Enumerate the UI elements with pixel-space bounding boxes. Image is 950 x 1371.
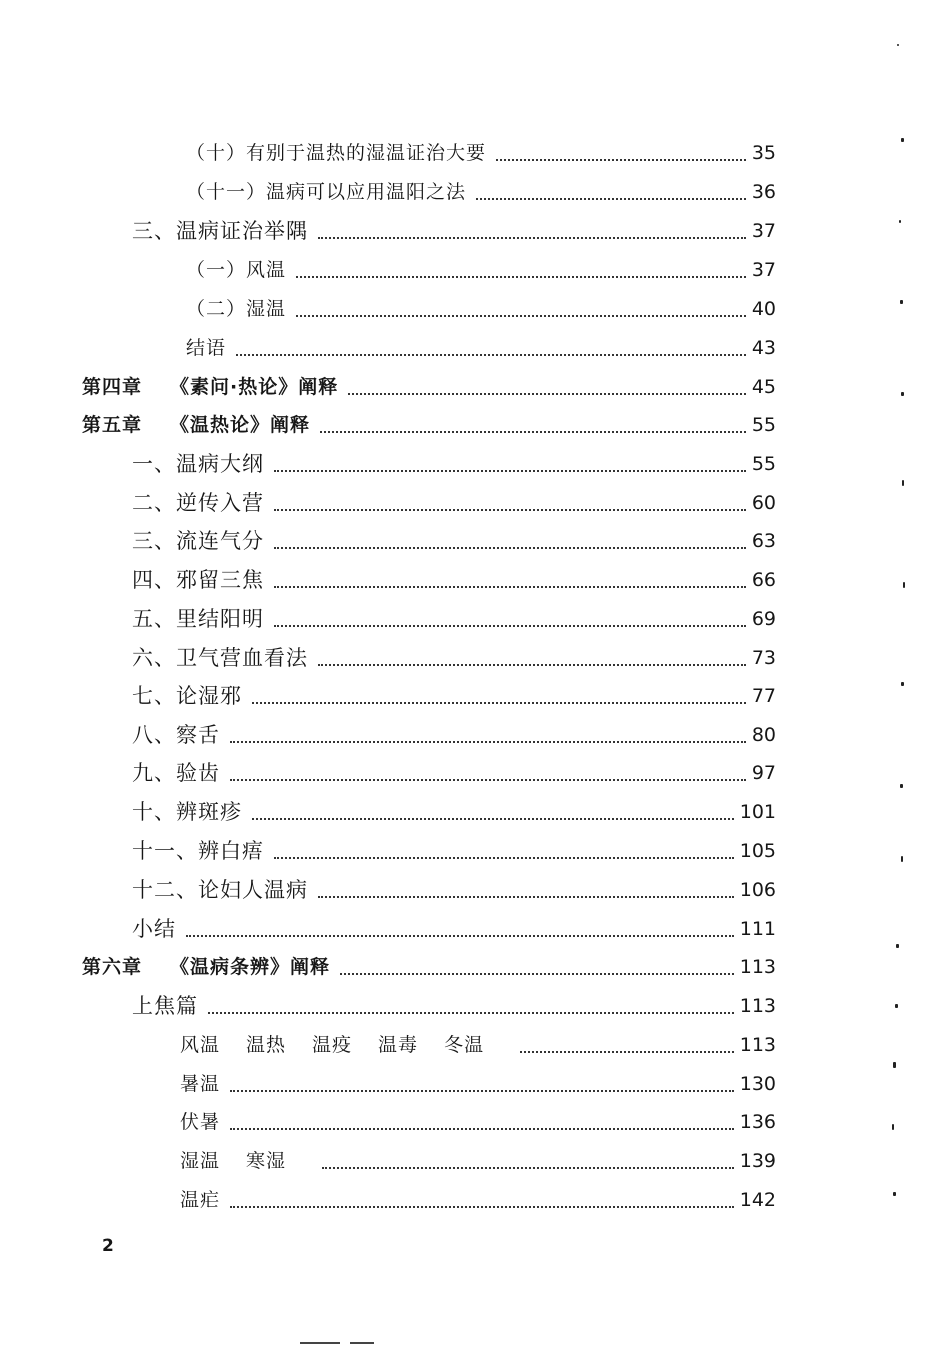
scan-artifact bbox=[901, 138, 904, 142]
scan-artifact bbox=[896, 944, 899, 948]
toc-entry-page: 105 bbox=[739, 840, 776, 862]
toc-entry bbox=[0, 1030, 776, 1060]
toc-entry-title: 伏暑 bbox=[180, 1111, 221, 1133]
scan-artifact bbox=[903, 582, 905, 588]
dot-leader bbox=[274, 545, 746, 549]
toc-entry-page: 43 bbox=[751, 337, 776, 359]
dot-leader bbox=[274, 584, 746, 588]
toc-entry-page: 45 bbox=[751, 376, 776, 398]
dot-leader bbox=[318, 894, 734, 898]
toc-entry-page: 80 bbox=[751, 724, 776, 746]
toc-entry bbox=[0, 294, 776, 324]
dot-leader bbox=[252, 816, 734, 820]
toc-entry-title: 结语 bbox=[186, 337, 227, 359]
toc-entry-part: 风温 bbox=[180, 1034, 221, 1056]
scan-artifact bbox=[893, 1192, 896, 1196]
toc-entry bbox=[0, 1185, 776, 1215]
dot-leader bbox=[520, 1049, 734, 1053]
toc-entry-title: （十）有别于温热的湿温证治大要 bbox=[186, 142, 487, 164]
toc-entry-title: 二、逆传入营 bbox=[132, 491, 264, 515]
toc-entry bbox=[0, 914, 776, 944]
toc-entry-page: 63 bbox=[751, 530, 776, 552]
scan-artifact bbox=[897, 44, 899, 46]
dot-leader bbox=[252, 700, 746, 704]
toc-entry-title: 暑温 bbox=[180, 1073, 221, 1095]
toc-entry-title: 三、流连气分 bbox=[132, 529, 264, 553]
toc-entry bbox=[0, 526, 776, 556]
dot-leader bbox=[230, 1126, 734, 1130]
toc-entry-page: 73 bbox=[751, 647, 776, 669]
toc-entry bbox=[0, 255, 776, 285]
toc-entry-page: 40 bbox=[751, 298, 776, 320]
toc-entry bbox=[0, 488, 776, 518]
toc-entry-title: 温疟 bbox=[180, 1189, 221, 1211]
toc-entry-title: 八、察舌 bbox=[132, 723, 220, 747]
toc-chapter bbox=[0, 372, 776, 402]
toc-entry bbox=[0, 875, 776, 905]
toc-entry-title: 《温热论》阐释 bbox=[170, 414, 311, 436]
dot-leader bbox=[186, 933, 734, 937]
toc-entry-page: 139 bbox=[739, 1150, 776, 1172]
scan-artifact bbox=[350, 1342, 374, 1344]
toc-entry-title: 上焦篇 bbox=[132, 994, 198, 1018]
toc-entry-page: 142 bbox=[739, 1189, 776, 1211]
toc-entry bbox=[0, 643, 776, 673]
scan-artifact bbox=[300, 1342, 340, 1344]
chapter-number: 第六章 bbox=[82, 956, 143, 978]
toc-entry-page: 37 bbox=[751, 220, 776, 242]
toc-entry-page: 97 bbox=[751, 762, 776, 784]
toc-entry-page: 130 bbox=[739, 1073, 776, 1095]
dot-leader bbox=[322, 1165, 734, 1169]
toc-entry-part: 冬温 bbox=[444, 1034, 485, 1056]
toc-entry bbox=[0, 797, 776, 827]
toc-chapter bbox=[0, 952, 776, 982]
toc-entry bbox=[0, 720, 776, 750]
toc-entry bbox=[0, 565, 776, 595]
scan-artifact bbox=[900, 784, 903, 788]
toc-entry-title: 十、辨斑疹 bbox=[132, 800, 242, 824]
toc-entry-title: 七、论湿邪 bbox=[132, 684, 242, 708]
scan-artifact bbox=[895, 1004, 898, 1008]
dot-leader bbox=[230, 1088, 734, 1092]
toc-entry-title: 四、邪留三焦 bbox=[132, 568, 264, 592]
dot-leader bbox=[476, 196, 746, 200]
toc-entry-part: 温热 bbox=[246, 1034, 287, 1056]
toc-entry-page: 66 bbox=[751, 569, 776, 591]
dot-leader bbox=[296, 274, 746, 278]
dot-leader bbox=[496, 157, 746, 161]
toc-entry bbox=[0, 138, 776, 168]
toc-entry-title: 九、验齿 bbox=[132, 761, 220, 785]
scan-artifact bbox=[893, 1062, 896, 1068]
dot-leader bbox=[274, 468, 746, 472]
toc-entry bbox=[0, 681, 776, 711]
dot-leader bbox=[208, 1010, 734, 1014]
page-number: 2 bbox=[102, 1236, 114, 1256]
dot-leader bbox=[318, 662, 746, 666]
toc-entry-page: 37 bbox=[751, 259, 776, 281]
dot-leader bbox=[274, 507, 746, 511]
toc-entry-title: 《素问·热论》阐释 bbox=[170, 376, 339, 398]
toc-entry-page: 113 bbox=[739, 956, 776, 978]
toc-entry-title: 六、卫气营血看法 bbox=[132, 646, 308, 670]
scan-artifact bbox=[899, 220, 901, 223]
scan-artifact bbox=[901, 392, 904, 396]
toc-entry-title: 十一、辨白痦 bbox=[132, 839, 264, 863]
dot-leader bbox=[340, 971, 734, 975]
toc-entry-page: 111 bbox=[739, 918, 776, 940]
scan-artifact bbox=[901, 682, 904, 686]
dot-leader bbox=[230, 739, 746, 743]
toc-entry-title: （十一）温病可以应用温阳之法 bbox=[186, 181, 467, 203]
toc-entry-title: （二）湿温 bbox=[186, 298, 287, 320]
dot-leader bbox=[318, 235, 746, 239]
toc-entry-page: 106 bbox=[739, 879, 776, 901]
toc-chapter bbox=[0, 410, 776, 440]
toc-entry-page: 136 bbox=[739, 1111, 776, 1133]
dot-leader bbox=[236, 352, 746, 356]
toc-entry-page: 60 bbox=[751, 492, 776, 514]
dot-leader bbox=[230, 777, 746, 781]
toc-entry-page: 77 bbox=[751, 685, 776, 707]
toc-entry-title: 十二、论妇人温病 bbox=[132, 878, 308, 902]
toc-entry-page: 36 bbox=[751, 181, 776, 203]
toc-entry-page: 101 bbox=[739, 801, 776, 823]
toc-entry bbox=[0, 216, 776, 246]
chapter-number: 第五章 bbox=[82, 414, 143, 436]
toc-entry-title: 五、里结阳明 bbox=[132, 607, 264, 631]
toc-entry-page: 69 bbox=[751, 608, 776, 630]
chapter-number: 第四章 bbox=[82, 376, 143, 398]
toc-entry bbox=[0, 1146, 776, 1176]
toc-entry-title: 三、温病证治举隅 bbox=[132, 219, 308, 243]
dot-leader bbox=[274, 855, 734, 859]
toc-entry-page: 113 bbox=[739, 995, 776, 1017]
toc-entry-part: 温疫 bbox=[312, 1034, 353, 1056]
dot-leader bbox=[320, 429, 746, 433]
toc-entry bbox=[0, 177, 776, 207]
dot-leader bbox=[296, 313, 746, 317]
dot-leader bbox=[348, 391, 746, 395]
scan-artifact bbox=[902, 480, 904, 486]
toc-entry-title: 《温病条辨》阐释 bbox=[170, 956, 331, 978]
toc-entry-page: 55 bbox=[751, 453, 776, 475]
toc-entry bbox=[0, 604, 776, 634]
toc-entry-page: 35 bbox=[751, 142, 776, 164]
scan-artifact bbox=[901, 856, 903, 862]
toc-entry bbox=[0, 449, 776, 479]
toc-entry-page: 55 bbox=[751, 414, 776, 436]
scan-artifact bbox=[892, 1124, 894, 1130]
dot-leader bbox=[274, 623, 746, 627]
dot-leader bbox=[230, 1204, 734, 1208]
scan-artifact bbox=[900, 300, 903, 304]
toc-entry-part: 寒湿 bbox=[246, 1150, 287, 1172]
toc-entry bbox=[0, 836, 776, 866]
toc-entry-page: 113 bbox=[739, 1034, 776, 1056]
toc-entry bbox=[0, 758, 776, 788]
toc-entry-part: 湿温 bbox=[180, 1150, 221, 1172]
toc-entry-title: 小结 bbox=[132, 917, 176, 941]
toc-entry-part: 温毒 bbox=[378, 1034, 419, 1056]
toc-entry bbox=[0, 1069, 776, 1099]
toc-entry bbox=[0, 1107, 776, 1137]
toc-entry bbox=[0, 333, 776, 363]
toc-entry-title: 一、温病大纲 bbox=[132, 452, 264, 476]
toc-entry-title: （一）风温 bbox=[186, 259, 287, 281]
toc-entry bbox=[0, 991, 776, 1021]
